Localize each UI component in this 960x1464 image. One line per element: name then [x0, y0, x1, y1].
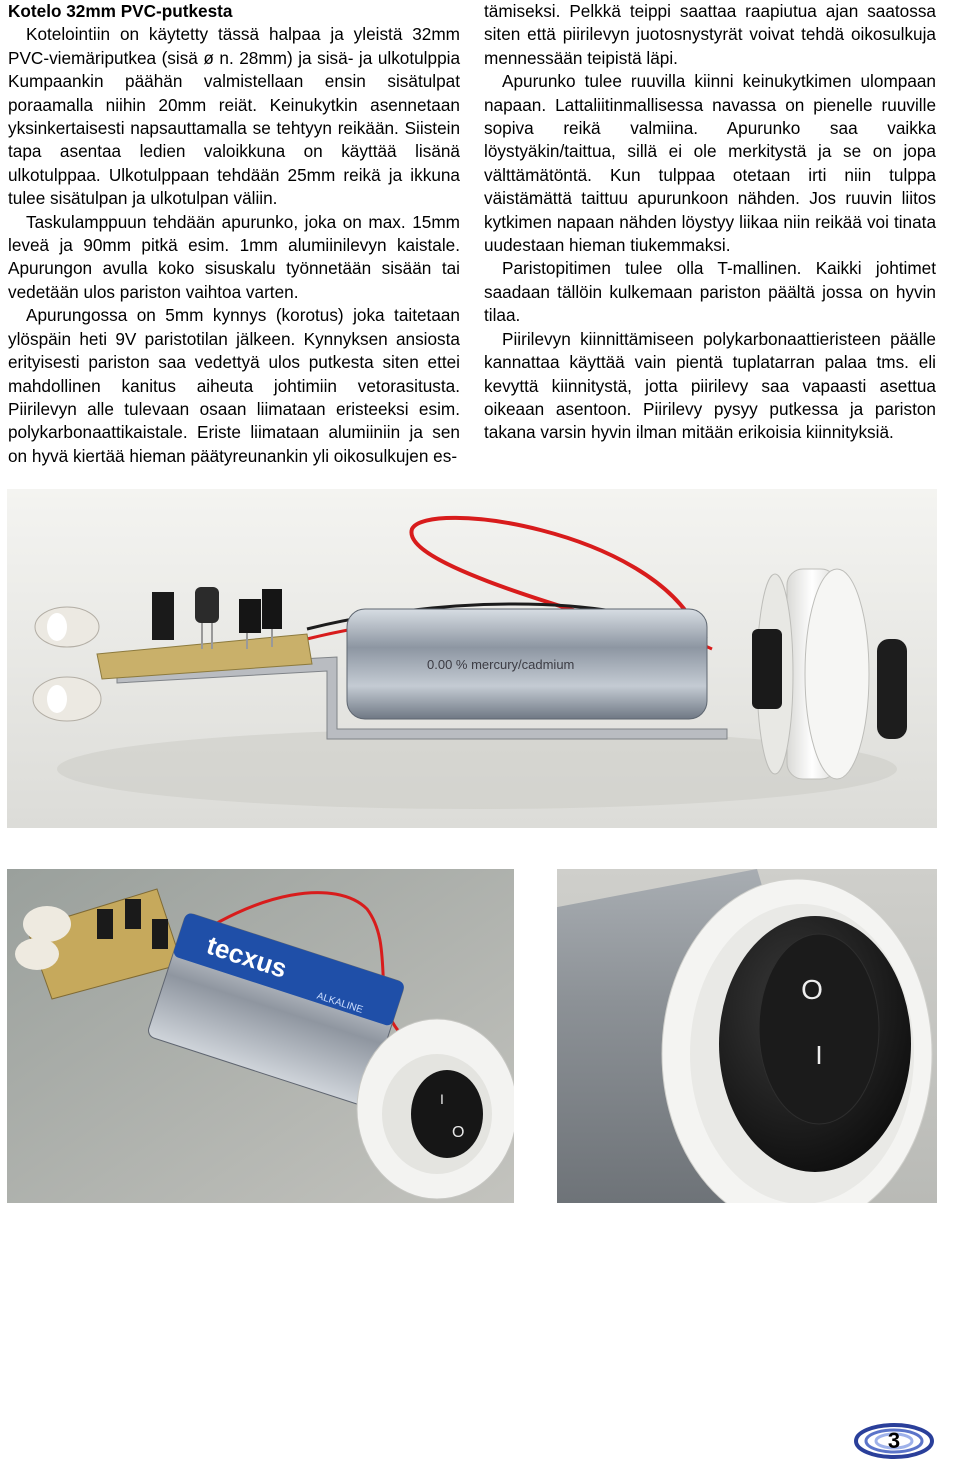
right-paragraph-2: Apurunko tulee ruuvilla kiinni keinukytkimen ulompaan napaan. Lattaliitinmallisessa navassa on pienelle ruuville sopiva reikä valmiina. Apurunko saa vaikka löystyäkin/taittua, sillä ei ole merkitystä ja se on jopa välttämätöntä. Kun tulppaa otetaan irti niin tulppa väistämättä taittuu apurunkoon nähden. Jos ruuvin liitos kytkimen napaan nähden löystyy liikaa niin reikää voi tinata uudestaan hieman tiukemmaksi.: [484, 71, 936, 256]
battery-brand: tecxus: [203, 929, 291, 984]
article-title: Kotelo 32mm PVC-putkesta: [8, 1, 233, 21]
flashlight-internals-illustration: [7, 489, 937, 828]
switch-on-mark: I: [440, 1091, 444, 1107]
right-column: [484, 0, 936, 445]
left-paragraph-2: Taskulamppuun tehdään apurunko, joka on max. 15mm leveä ja 90mm pitkä esim. 1mm alumiinilevyn kaistale. Apurungon avulla koko sisuskalu työnnetään sisään tai vedetään ulos pariston vaihtoa varten.: [8, 211, 460, 302]
assembly-with-battery-illustration: [7, 869, 514, 1203]
switch-on-symbol: I: [815, 1040, 823, 1070]
right-paragraph-4: Piirilevyn kiinnittämiseen polykarbonaattieristeen päälle kannattaa käyttää vain pientä tuplatarran palaa tms. eli kevyttä kiinnitystä, jotta piirilevy saa vapaasti asettua oikeaan asentoon. Piirilevy pysyy putkessa ja pariston takana varsin hyvin ilman mitään erikoisia kiinnityksiä.: [484, 328, 936, 443]
right-paragraph-1: tämiseksi. Pelkkä teippi saattaa raapiutua ajan saatossa siten että piirilevyn juotosnystyrät voivat tehdä oikosulkuja mennessään teipistä läpi.: [484, 1, 936, 68]
right-paragraph-3: Paristopitimen tulee olla T-mallinen. Kaikki johtimet saadaan tällöin kulkemaan pariston päältä jossa on hyvin tilaa.: [484, 258, 936, 326]
battery-subtitle: ALKALINE: [315, 990, 365, 1016]
battery-label: 0.00 % mercury/cadmium: [427, 657, 575, 672]
page-number: 3: [887, 1428, 901, 1453]
flashlight-internals-photo: [7, 489, 937, 828]
switch-off-symbol: O: [801, 974, 823, 1005]
left-paragraph-1: Kotelointiin on käytetty tässä halpaa ja yleistä 32mm PVC-viemäriputkea (sisä ø n. 28mm) ja sisä- ja ulkotulppia Kumpaankin päähän valmistellaan ensin sisätulpat poraamalla niihin 20mm reiät. Keinukytkin asennetaan yksinkertaisesti napsauttamalla se tehtyyn reikään. Siistein tapa asentaa ledien valoikkuna on käyttää lisänä ulkotulppaa. Ulkotulppaan tehdään 25mm reikä ja ikkuna tulee sisätulpan ja ulkotulpan väliin.: [8, 24, 460, 209]
page-number-badge: [852, 1420, 936, 1462]
pvc-tube-switch-photo: [557, 869, 937, 1203]
switch-cap: [357, 1019, 514, 1199]
assembly-with-battery-photo: [7, 869, 514, 1203]
switch-off-mark: O: [452, 1124, 465, 1141]
pvc-tube-switch-illustration: [557, 869, 937, 1203]
left-column: [8, 0, 460, 468]
left-paragraph-3: Apurungossa on 5mm kynnys (korotus) joka taitetaan ylöspäin heti 9V paristotilan jälkeen. Kynnyksen ansiosta erityisesti pariston saa vedettyä ulos putkesta siten ettei mahdollinen kanitus aiheuta johtimiin vetorasitusta. Piirilevyn alle tulevaan osaan liimataan eristeeksi esim. polykarbonaattikaistale. Eriste liimataan alumiiniin ja sen on hyvä kiertää hieman päätyreunankin yli oikosulkujen es-: [8, 305, 460, 466]
